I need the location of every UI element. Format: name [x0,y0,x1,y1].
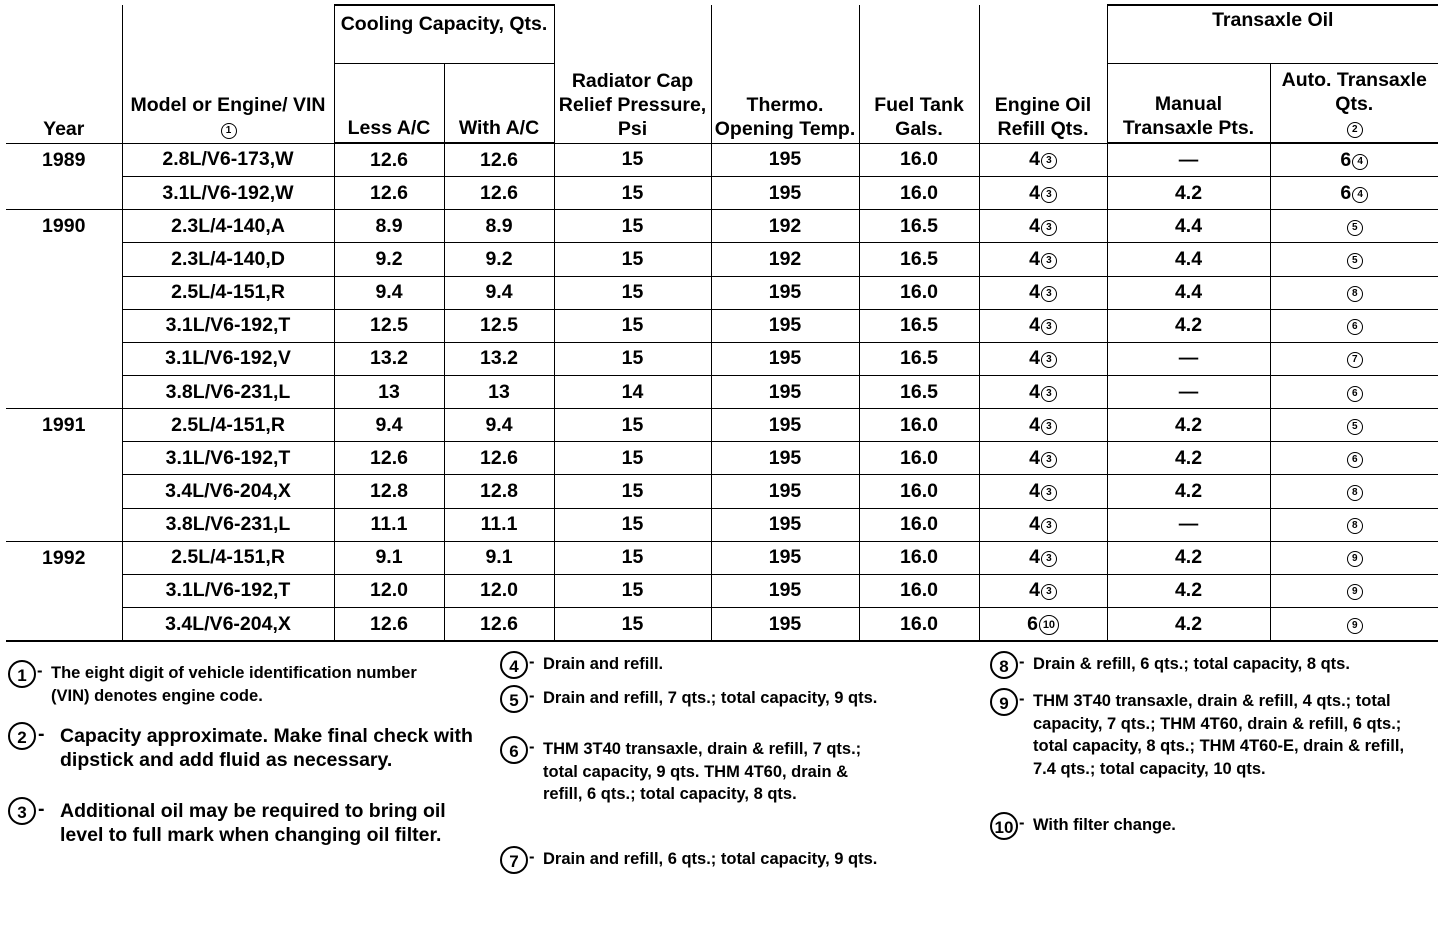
footnote-number: 6 [500,736,528,764]
footnote-marker: 3 [1041,253,1057,269]
footnote-marker: 3 [1041,386,1057,402]
header-less-ac: Less A/C [334,63,444,143]
header-with-ac: With A/C [444,63,554,143]
cell-fuel: 16.0 [859,508,979,541]
cell-fuel: 16.5 [859,243,979,276]
footnote-dash: - [1019,814,1025,832]
cell-with-ac: 9.4 [444,276,554,309]
footnote-text: Drain & refill, 6 qts.; total capacity, 8 qts. [1033,655,1350,673]
footnote-number: 1 [8,660,36,688]
cell-fuel: 16.0 [859,276,979,309]
footnote-marker: 3 [1041,485,1057,501]
cell-thermo: 195 [711,276,859,309]
cell-less-ac: 12.6 [334,607,444,641]
cell-thermo: 195 [711,607,859,641]
footnote-marker: 9 [1347,618,1363,634]
cell-oil [979,541,1107,574]
cell-radiator: 15 [554,342,711,375]
footnote-marker: 5 [1347,419,1363,435]
cell-model: 3.1L/V6-192,W [122,177,334,210]
cell-radiator: 15 [554,607,711,641]
footnote-number: 7 [500,846,528,874]
footnote-marker: 6 [1347,319,1363,335]
cell-fuel: 16.5 [859,309,979,342]
cell-year: 1989 [6,143,122,177]
cell-with-ac: 9.2 [444,243,554,276]
cell-model: 2.5L/4-151,R [122,541,334,574]
table-row [6,177,1438,210]
header-model: Model or Engine/ VIN 1 [122,5,334,143]
cell-less-ac: 8.9 [334,210,444,243]
cell-with-ac: 13 [444,375,554,408]
footnote-marker: 4 [1352,187,1368,203]
header-thermo: Thermo. Opening Temp. [711,5,859,143]
cell-oil [979,210,1107,243]
cell-with-ac: 8.9 [444,210,554,243]
cell-less-ac: 9.4 [334,276,444,309]
cell-oil [979,309,1107,342]
cell-manual: 4.2 [1107,442,1270,475]
table-row [6,574,1438,607]
oil-value: 4 [1029,380,1040,403]
cell-auto [1270,508,1438,541]
cell-thermo: 195 [711,541,859,574]
oil-value: 4 [1029,281,1040,304]
cell-radiator: 15 [554,177,711,210]
cell-manual: 4.2 [1107,177,1270,210]
cell-oil [979,475,1107,508]
cell-with-ac: 12.8 [444,475,554,508]
header-transaxle-group: Transaxle Oil [1107,5,1438,63]
footnote-marker: 3 [1041,319,1057,335]
cell-fuel: 16.0 [859,409,979,442]
cell-model: 2.5L/4-151,R [122,276,334,309]
cell-fuel: 16.5 [859,342,979,375]
cell-auto [1270,375,1438,408]
cell-thermo: 195 [711,409,859,442]
table-row [6,442,1438,475]
cell-manual: 4.4 [1107,210,1270,243]
footnote-marker: 7 [1347,352,1363,368]
cell-model: 2.3L/4-140,A [122,210,334,243]
cell-less-ac: 12.5 [334,309,444,342]
cell-oil [979,177,1107,210]
cell-model: 2.8L/V6-173,W [122,143,334,177]
table-row [6,375,1438,408]
cell-model: 3.4L/V6-204,X [122,607,334,641]
oil-value: 4 [1029,214,1040,237]
footnote-number: 9 [990,688,1018,716]
cell-oil [979,607,1107,641]
cell-auto [1270,409,1438,442]
footnote-marker: 3 [1041,584,1057,600]
footnote-dash: - [37,662,43,680]
table-row [6,342,1438,375]
cell-thermo: 192 [711,243,859,276]
cell-less-ac: 9.4 [334,409,444,442]
footnote-marker: 5 [1347,220,1363,236]
cell-oil [979,243,1107,276]
header-engine-oil: Engine Oil Refill Qts. [979,5,1107,143]
cell-model: 3.1L/V6-192,T [122,574,334,607]
cell-with-ac: 12.6 [444,607,554,641]
header-year: Year [43,117,85,140]
cell-manual: — [1107,508,1270,541]
cell-oil [979,143,1107,177]
cell-manual: — [1107,342,1270,375]
cell-less-ac: 13 [334,375,444,408]
cell-radiator: 15 [554,143,711,177]
cell-radiator: 15 [554,409,711,442]
footnote-marker: 8 [1347,518,1363,534]
cell-auto [1270,143,1438,177]
cell-thermo: 192 [711,210,859,243]
cell-fuel: 16.0 [859,574,979,607]
cell-with-ac: 12.6 [444,143,554,177]
cell-radiator: 15 [554,309,711,342]
footnote-text: The eight digit of vehicle identification number (VIN) denotes engine code. [51,664,417,705]
header-auto: Auto. Transaxle Qts. 2 [1270,63,1438,143]
cell-model: 2.5L/4-151,R [122,409,334,442]
cell-radiator: 14 [554,375,711,408]
footnote-marker: 3 [1041,452,1057,468]
cell-auto [1270,607,1438,641]
cell-thermo: 195 [711,508,859,541]
footnote-marker: 9 [1347,584,1363,600]
cell-year [6,177,122,210]
cell-thermo: 195 [711,177,859,210]
oil-value: 4 [1029,546,1040,569]
footnote-dash: - [529,687,535,705]
cell-less-ac: 12.6 [334,143,444,177]
footnote-text: Drain and refill, 7 qts.; total capacity, 9 qts. [543,689,878,707]
footnote-text: Capacity approximate. Make final check with dipstick and add fluid as necessary. [60,725,473,771]
cell-fuel: 16.0 [859,541,979,574]
table-row [6,210,1438,243]
cell-radiator: 15 [554,574,711,607]
oil-value: 4 [1029,314,1040,337]
footnote-marker: 4 [1352,154,1368,170]
cell-year [6,475,122,508]
cell-thermo: 195 [711,375,859,408]
cell-less-ac: 9.2 [334,243,444,276]
oil-value: 4 [1029,479,1040,502]
cell-oil [979,375,1107,408]
footnote-marker: 6 [1347,386,1363,402]
cell-year [6,342,122,375]
cell-year: 1990 [6,210,122,243]
cell-less-ac: 12.0 [334,574,444,607]
cell-fuel: 16.0 [859,442,979,475]
cell-with-ac: 12.5 [444,309,554,342]
footnote-marker: 9 [1347,551,1363,567]
cell-fuel: 16.0 [859,607,979,641]
cell-radiator: 15 [554,276,711,309]
table-row [6,607,1438,641]
oil-value: 4 [1029,181,1040,204]
footnote-dash: - [529,738,535,756]
table-row [6,143,1438,177]
cell-thermo: 195 [711,442,859,475]
footnote-dash: - [1019,653,1025,671]
cell-oil [979,409,1107,442]
cell-manual: 4.2 [1107,607,1270,641]
cell-manual: — [1107,375,1270,408]
footnote-number: 5 [500,685,528,713]
cell-less-ac: 12.6 [334,177,444,210]
cell-model: 3.4L/V6-204,X [122,475,334,508]
cell-model: 3.8L/V6-231,L [122,375,334,408]
footnote-marker: 5 [1347,253,1363,269]
cell-model: 3.1L/V6-192,T [122,442,334,475]
cell-model: 2.3L/4-140,D [122,243,334,276]
footnote-text: THM 3T40 transaxle, drain & refill, 7 qts.; total capacity, 9 qts. THM 4T60, drain & refill, 6 qts.; total capacity, 8 qts. [543,740,862,803]
footnote-text: Drain and refill. [543,655,664,673]
cell-auto [1270,177,1438,210]
cell-auto [1270,276,1438,309]
footnote-marker: 3 [1041,352,1057,368]
cell-auto [1270,342,1438,375]
cell-with-ac: 12.6 [444,442,554,475]
cell-auto [1270,574,1438,607]
cell-fuel: 16.0 [859,177,979,210]
cell-fuel: 16.0 [859,475,979,508]
cell-less-ac: 9.1 [334,541,444,574]
footnote-9 [990,688,1410,778]
cell-manual: 4.4 [1107,243,1270,276]
cell-year [6,243,122,276]
oil-value: 4 [1029,446,1040,469]
header-radiator: Radiator Cap Relief Pressure, Psi [554,5,711,143]
footnote-marker: 2 [1347,122,1363,138]
table-row [6,541,1438,574]
capacities-table [6,4,1438,642]
cell-radiator: 15 [554,243,711,276]
cell-auto [1270,210,1438,243]
cell-model: 3.1L/V6-192,V [122,342,334,375]
cell-oil [979,508,1107,541]
footnote-marker: 3 [1041,419,1057,435]
cell-radiator: 15 [554,475,711,508]
table-row [6,409,1438,442]
table-body [6,143,1438,641]
cell-with-ac: 11.1 [444,508,554,541]
footnote-number: 3 [8,797,36,825]
cell-year [6,508,122,541]
footnote-dash: - [38,723,45,745]
cell-auto [1270,309,1438,342]
cell-with-ac: 12.6 [444,177,554,210]
footnote-text: Drain and refill, 6 qts.; total capacity, 9 qts. [543,850,878,868]
footnote-3 [8,797,478,887]
cell-radiator: 15 [554,508,711,541]
oil-value: 4 [1029,413,1040,436]
header-manual: Manual Transaxle Pts. [1107,63,1270,143]
oil-value: 4 [1029,513,1040,536]
table-row [6,508,1438,541]
cell-manual: 4.2 [1107,409,1270,442]
footnote-7 [500,846,920,936]
footnote-marker: 6 [1347,452,1363,468]
cell-year: 1991 [6,409,122,442]
cell-with-ac: 9.1 [444,541,554,574]
cell-manual: 4.2 [1107,541,1270,574]
cell-year: 1992 [6,541,122,574]
footnote-marker: 3 [1041,153,1057,169]
cell-thermo: 195 [711,342,859,375]
cell-fuel: 16.5 [859,375,979,408]
cell-oil [979,342,1107,375]
footnote-text: THM 3T40 transaxle, drain & refill, 4 qts.; total capacity, 7 qts.; THM 4T60, drain & refill, 6 qts.; total capacity, 8 qts.; THM 4T60-E, drain & refill, 7.4 qts.; total capacity, 10 qts. [1033,692,1405,778]
auto-value: 6 [1340,181,1352,204]
oil-value: 4 [1029,347,1040,370]
footnote-marker: 10 [1039,615,1059,635]
cell-year [6,309,122,342]
footnote-number: 10 [990,812,1018,840]
footnote-number: 4 [500,651,528,679]
cell-auto [1270,442,1438,475]
cell-year [6,574,122,607]
cell-model: 3.1L/V6-192,T [122,309,334,342]
cell-manual: — [1107,143,1270,177]
cell-with-ac: 12.0 [444,574,554,607]
cell-with-ac: 13.2 [444,342,554,375]
cell-manual: 4.2 [1107,475,1270,508]
table-row [6,475,1438,508]
footnote-marker: 3 [1041,187,1057,203]
cell-less-ac: 11.1 [334,508,444,541]
cell-fuel: 16.5 [859,210,979,243]
cell-model: 3.8L/V6-231,L [122,508,334,541]
cell-year [6,375,122,408]
footnote-text: Additional oil may be required to bring oil level to full mark when changing oil filter. [60,800,446,846]
header-fuel: Fuel Tank Gals. [859,5,979,143]
footnote-text: With filter change. [1033,816,1176,834]
auto-value: 6 [1340,148,1352,171]
footnote-number: 8 [990,651,1018,679]
footnote-marker: 8 [1347,286,1363,302]
cell-auto [1270,541,1438,574]
cell-thermo: 195 [711,574,859,607]
cell-auto [1270,243,1438,276]
cell-less-ac: 12.8 [334,475,444,508]
footnote-marker: 8 [1347,485,1363,501]
cell-less-ac: 12.6 [334,442,444,475]
oil-value: 6 [1027,612,1038,635]
footnote-dash: - [529,848,535,866]
cell-with-ac: 9.4 [444,409,554,442]
footnote-marker: 3 [1041,220,1057,236]
footnote-10 [990,812,1290,902]
cell-radiator: 15 [554,541,711,574]
footnote-marker: 3 [1041,286,1057,302]
cell-thermo: 195 [711,143,859,177]
cell-fuel: 16.0 [859,143,979,177]
footnote-number: 2 [8,722,36,750]
footnote-dash: - [38,798,45,820]
table-row [6,276,1438,309]
cell-oil [979,574,1107,607]
cell-thermo: 195 [711,475,859,508]
footnote-6 [500,736,880,826]
cell-oil [979,442,1107,475]
table-row [6,309,1438,342]
cell-manual: 4.4 [1107,276,1270,309]
footnote-marker: 1 [221,123,237,139]
cell-year [6,442,122,475]
footnote-marker: 3 [1041,518,1057,534]
cell-thermo: 195 [711,309,859,342]
oil-value: 4 [1029,148,1040,171]
oil-value: 4 [1029,579,1040,602]
cell-radiator: 15 [554,210,711,243]
cell-radiator: 15 [554,442,711,475]
cell-year [6,607,122,641]
cell-manual: 4.2 [1107,574,1270,607]
oil-value: 4 [1029,247,1040,270]
header-cooling-group: Cooling Capacity, Qts. [334,5,554,63]
footnote-dash: - [529,653,535,671]
table-row [6,243,1438,276]
cell-manual: 4.2 [1107,309,1270,342]
cell-less-ac: 13.2 [334,342,444,375]
cell-oil [979,276,1107,309]
footnote-marker: 3 [1041,551,1057,567]
cell-auto [1270,475,1438,508]
footnote-dash: - [1019,690,1025,708]
cell-year [6,276,122,309]
